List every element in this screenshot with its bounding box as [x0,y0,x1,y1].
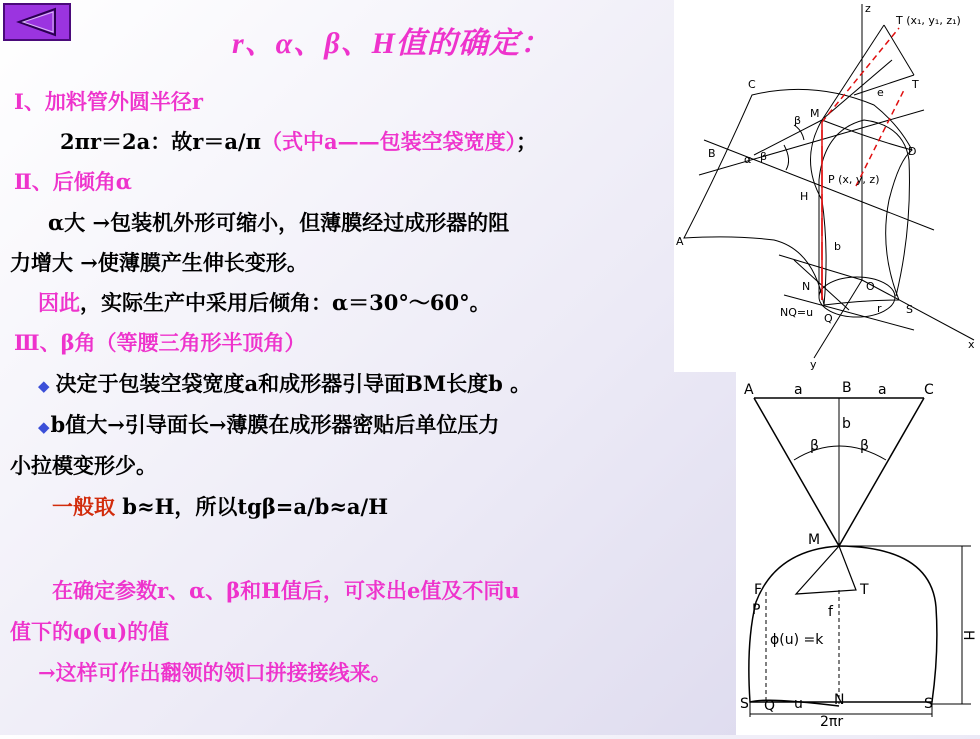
fig2-label-p: P [752,602,761,618]
formula-line [60,129,537,155]
beta-bullet-2 [38,412,499,440]
fig2-label-circumference: 2πr [820,714,844,730]
fig2-label-beta-right: β [860,438,869,454]
fig2-label-b: B [842,380,852,396]
section-2-heading: Ⅱ、后倾角α [14,169,132,194]
fig1-label-x: x [968,338,975,351]
section-3-heading: Ⅲ、β角（等腰三角形半顶角） [14,330,306,355]
fig1-label-alpha: α [744,153,752,166]
fig1-label-e: e [877,86,884,99]
fig2-label-a-width: a [794,382,803,398]
flat-pattern-diagram [736,372,980,735]
fig1-label-y: y [810,358,817,371]
beta-bullet-1-text: 决定于包装空袋宽度a和成形器引导面BM长度b 。 [55,371,532,396]
therefore-label: 因此 [38,290,80,315]
fig1-label-h: H [800,190,809,203]
fig1-label-s: S [906,303,913,316]
beta-bullet-1 [38,371,531,399]
fig1-label-d: D [908,145,917,158]
fig1-label-t: T (x₁, y₁, z₁) [896,14,961,27]
section-1-heading: Ⅰ、加料管外圆半径r [14,89,203,114]
fig1-label-a: A [676,235,684,248]
fig1-label-r: r [877,302,882,315]
fig1-label-t2: T [912,78,919,91]
fig1-label-n: N [802,280,811,293]
fig1-label-c: C [748,78,756,91]
fig2-label-s-right: S [924,696,933,712]
beta-bullet-2-cont: 小拉模变形少。 [10,453,157,478]
fig1-label-m: M [810,107,820,120]
diamond-bullet-icon: ◆ [38,377,50,395]
alpha-line-1: α大 →包装机外形可缩小，但薄膜经过成形器的阻 [48,210,510,235]
back-arrow-icon [5,5,69,39]
fig2-label-a-width-2: a [878,382,887,398]
fig1-label-z: z [865,2,871,15]
formula: 2πr＝2a：故r＝a/π [60,129,261,154]
alpha-conclusion [38,290,491,316]
alpha-line-2: 力增大 →使薄膜产生伸长变形。 [10,250,308,275]
fig2-label-beta-left: β [810,438,819,454]
fig1-label-q: Q [824,312,833,325]
flat-pattern-svg [736,372,980,735]
fig2-label-q: Q [764,698,776,714]
summary-line-3: →这样可作出翻领的领口拼接接线来。 [38,660,392,685]
fig1-label-p: P (x, y, z) [828,173,880,186]
fig2-label-b-len: b [842,416,851,432]
alpha-range: ，实际生产中采用后倾角：α＝30°～60°。 [80,290,491,315]
former-3d-svg [674,0,980,372]
fig2-label-f-small: f [828,604,833,620]
fig1-label-beta2: β [760,150,768,163]
beta-rule [52,494,388,520]
fig2-label-a: A [744,382,754,398]
fig2-label-phi: ϕ(u) =k [770,632,824,648]
fig2-label-u: u [794,696,803,712]
beta-formula: b≈H，所以tgβ=a/b≈a/H [115,494,389,519]
former-3d-diagram [674,0,980,372]
summary-line-1: 在确定参数r、α、β和H值后，可求出e值及不同u [52,578,520,603]
fig2-label-c: C [924,382,934,398]
slide-title: r、α、β、H值的确定： [232,27,551,60]
fig2-label-h: H [960,630,976,641]
fig1-label-beta: β [794,114,802,127]
summary-line-2: 值下的φ(u)的值 [10,619,170,644]
fig2-label-m: M [808,532,821,548]
beta-bullet-2-text: b值大→引导面长→薄膜在成形器密贴后单位压力 [50,412,500,437]
fig2-label-s-left: S [740,696,749,712]
fig2-label-n: N [834,692,845,708]
fig1-label-b: B [708,147,716,160]
fig2-label-f: F [754,582,763,598]
formula-note: （式中a——包装空袋宽度） [260,129,517,154]
fig1-label-b-len: b [834,240,841,253]
fig1-label-nq: NQ=u [780,306,814,319]
fig2-label-t: T [860,582,869,598]
generally-label: 一般取 [52,494,115,519]
diamond-bullet-icon: ◆ [38,418,50,436]
formula-end: ； [516,129,538,154]
back-button[interactable] [3,3,71,41]
fig1-label-o: O [866,280,875,293]
